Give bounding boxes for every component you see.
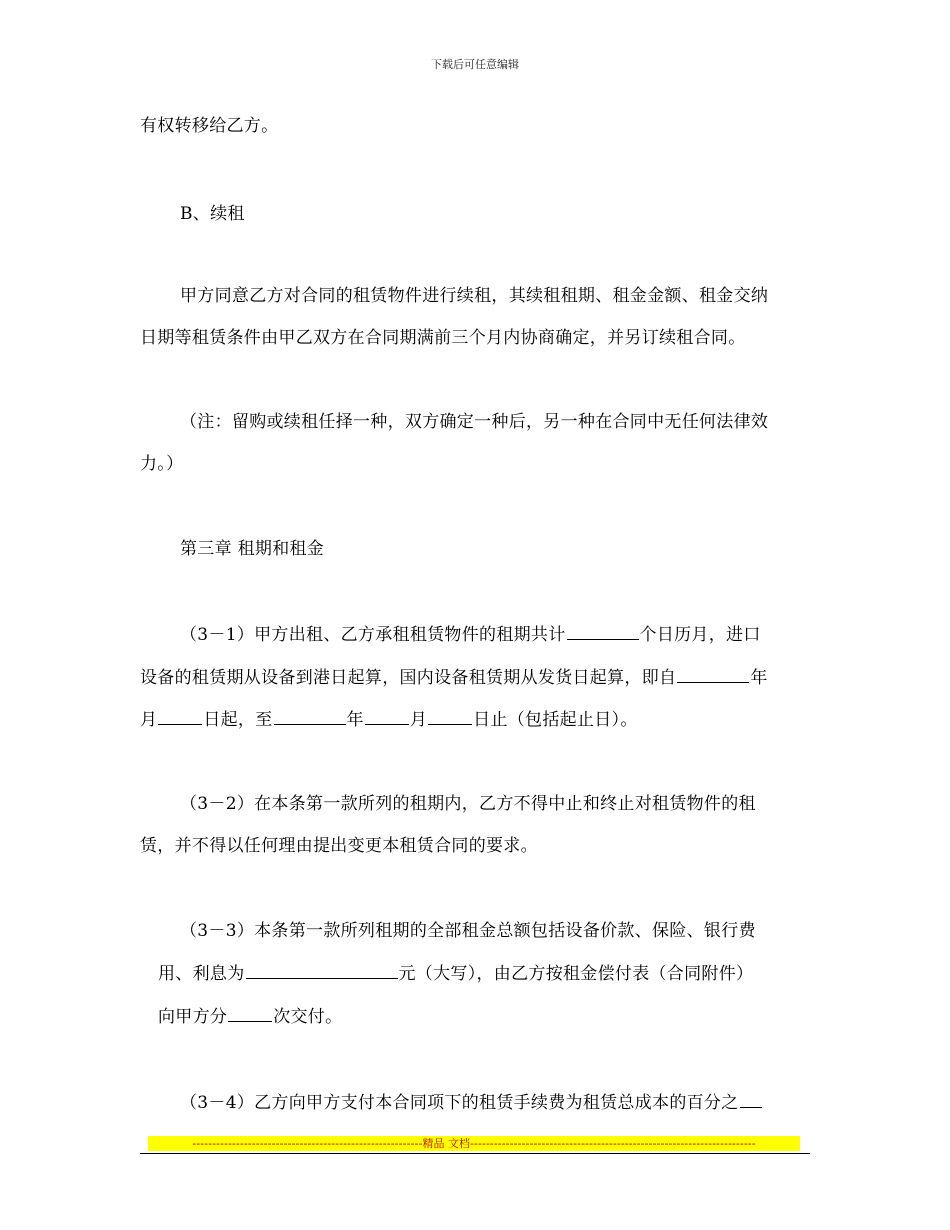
lease-months-blank[interactable] (567, 623, 639, 640)
fee-percent-blank[interactable] (740, 1091, 762, 1108)
clause-text: 元（大写），由乙方按租金偿付表（合同附件） (398, 964, 754, 984)
clause-3-4-line-1 (180, 1091, 763, 1114)
clause-3-3-line-1: （3－3）本条第一款所列租期的全部租金总额包括设备价款、保险、银行费 (180, 921, 756, 941)
chapter-heading: 第三章 租期和租金 (180, 539, 325, 559)
clause-3-2-line-2: 赁，并不得以任何理由提出变更本租赁合同的要求。 (140, 836, 538, 856)
clause-3-2-line-1: （3－2）在本条第一款所列的租期内，乙方不得中止和终止对租赁物件的租 (180, 794, 756, 814)
clause-3-1-line-3 (140, 708, 638, 731)
clause-text: 年 (346, 710, 364, 730)
clause-text: 日起，至 (203, 710, 273, 730)
clause-3-3-line-2 (158, 962, 753, 985)
footer-rule (140, 1153, 810, 1154)
clause-text: 次交付。 (273, 1007, 343, 1027)
paragraph-line: 日期等租赁条件由甲乙双方在合同期满前三个月内协商确定，并另订续租合同。 (140, 328, 746, 348)
clause-3-1-line-2 (140, 666, 768, 689)
clause-text: 设备的租赁期从设备到港日起算，国内设备租赁期从发货日起算，即自 (140, 668, 677, 688)
end-day-blank[interactable] (428, 708, 472, 725)
section-heading-renewal: B、续租 (180, 204, 245, 224)
clause-text: 个日历月，进口 (639, 625, 761, 645)
paragraph-line: 甲方同意乙方对合同的租赁物件进行续租，其续租租期、租金金额、租金交纳 (180, 286, 769, 306)
clause-text: 用、利息为 (158, 964, 245, 984)
clause-text: 月 (140, 710, 158, 730)
note-line: （注：留购或续租任择一种，双方确定一种后，另一种在合同中无任何法律效 (180, 412, 769, 432)
start-year-blank[interactable] (677, 666, 749, 683)
clause-text: 向甲方分 (158, 1007, 228, 1027)
footer-dashes: ------------------------------------------------------------------------ (469, 1137, 756, 1150)
clause-text: 月 (409, 710, 428, 730)
start-month-blank[interactable] (158, 708, 202, 725)
clause-text: （3－4）乙方向甲方支付本合同项下的租赁手续费为租赁总成本的百分之 (180, 1093, 739, 1113)
end-year-blank[interactable] (274, 708, 346, 725)
footer-band (148, 1136, 800, 1151)
total-rent-blank[interactable] (246, 962, 398, 979)
clause-text: 日止（包括起止日）。 (473, 710, 638, 730)
footer-label: 精品 文档 (422, 1137, 470, 1150)
installments-blank[interactable] (228, 1005, 272, 1022)
end-month-blank[interactable] (365, 708, 409, 725)
clause-3-3-line-3 (158, 1005, 342, 1028)
paragraph-line: 有权转移给乙方。 (140, 116, 279, 136)
clause-text: （3－1）甲方出租、乙方承租租赁物件的租期共计 (180, 625, 566, 645)
footer-dashes: ---------------------------------------------------------- (192, 1137, 423, 1150)
clause-text: 年 (750, 668, 768, 688)
clause-3-1-line-1 (180, 623, 761, 646)
note-line: 力。） (140, 454, 184, 474)
header-note: 下载后可任意编辑 (431, 58, 519, 71)
